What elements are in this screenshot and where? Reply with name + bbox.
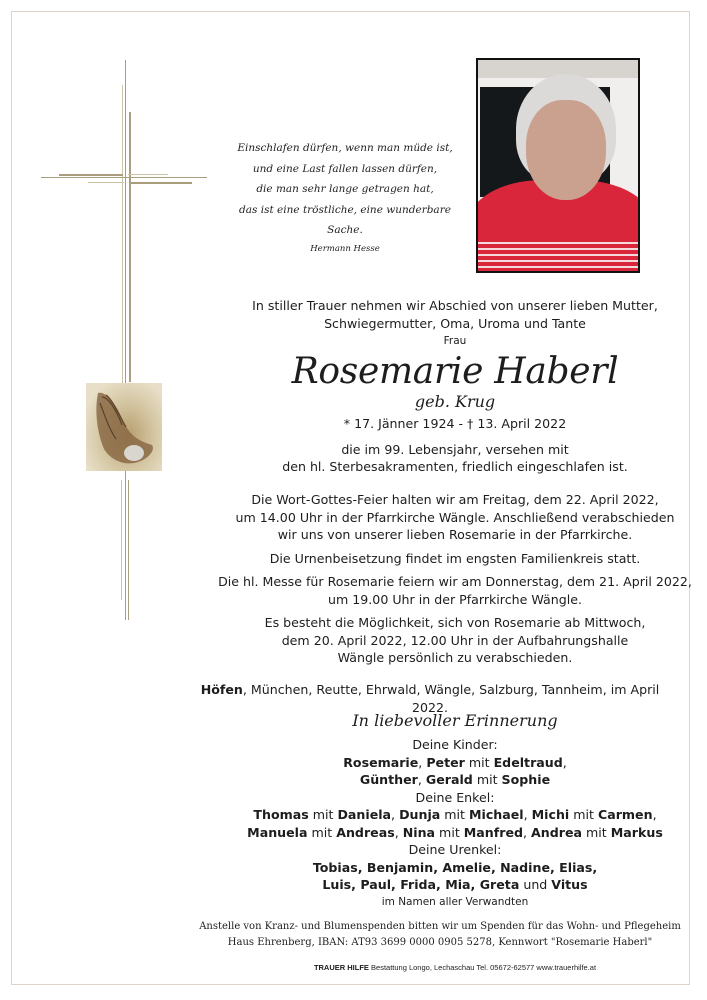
quote-author: Hermann Hesse — [310, 243, 380, 254]
service-paragraph — [210, 614, 700, 667]
mourner-group-label: Deine Urenkel: — [408, 842, 502, 857]
mourner-connector: mit — [582, 824, 611, 840]
cross-horizontal-line — [130, 182, 192, 184]
cross-vertical-line — [122, 85, 123, 385]
mourner-name: Carmen — [597, 807, 653, 822]
service-line: um 19.00 Uhr in der Pfarrkirche Wängle. — [328, 591, 582, 607]
donation-line: Haus Ehrenberg, IBAN: AT93 3699 0000 0905 5278, Kennwort "Rosemarie Haberl" — [227, 937, 653, 948]
imprint-brand: TRAUER HILFE — [313, 963, 369, 972]
service-info — [210, 491, 700, 667]
service-line: Die Urnenbeisetzung findet im engsten Familienkreis statt. — [269, 550, 641, 566]
mourner-name: Andrea — [531, 824, 583, 840]
passing-line: die im 99. Lebensjahr, versehen mit — [341, 441, 569, 457]
mourner-name: Edeltraud — [493, 754, 563, 770]
place-bold: Höfen — [200, 682, 243, 697]
service-line: dem 20. April 2022, 12.00 Uhr in der Aufbahrungshalle — [281, 632, 629, 648]
title-label: Frau — [443, 335, 467, 347]
closing-line: im Namen aller Verwandten — [381, 895, 529, 908]
mourner-connector: mit — [464, 754, 494, 770]
mourner-name: Luis, Paul, Frida, Mia, Greta — [322, 877, 520, 892]
mourner-connector: , — [523, 807, 532, 822]
service-line: Es besteht die Möglichkeit, sich von Rosemarie ab Mittwoch, — [264, 615, 646, 630]
mourner-line — [210, 824, 700, 842]
cross-horizontal-line — [88, 182, 124, 183]
mourner-line — [210, 806, 700, 824]
quote-block — [225, 138, 465, 257]
mourner-line — [210, 754, 700, 772]
cross-horizontal-line — [128, 174, 168, 175]
mourner-connector: mit — [569, 807, 598, 822]
maiden-name: geb. Krug — [414, 392, 496, 411]
life-dates: * 17. Jänner 1924 - † 13. April 2022 — [343, 416, 567, 431]
service-line: Die Wort-Gottes-Feier halten wir am Freitag, dem 22. April 2022, — [251, 492, 659, 507]
service-line: Die hl. Messe für Rosemarie feiern wir am Donnerstag, dem 21. April 2022, — [218, 574, 692, 589]
praying-hands-image — [86, 383, 162, 471]
mourner-connector: und — [519, 877, 552, 892]
mourner-name: Michi — [531, 807, 570, 822]
announcement-block — [210, 297, 700, 476]
quote-line: das ist eine tröstliche, eine wunderbare Sache. — [239, 203, 451, 236]
service-paragraph — [210, 573, 700, 608]
mourner-connector: mit — [307, 824, 337, 840]
mourner-group-label: Deine Kinder: — [412, 737, 498, 752]
donation-note — [190, 919, 690, 951]
mourner-line — [210, 771, 700, 789]
imprint — [210, 963, 700, 973]
passing-line: den hl. Sterbesakramenten, friedlich eingeschlafen ist. — [282, 459, 628, 474]
mourner-name: Thomas — [253, 807, 309, 822]
quote-line: Einschlafen dürfen, wenn man müde ist, — [237, 142, 453, 154]
mourner-line — [210, 859, 700, 877]
mourners-list — [210, 736, 700, 894]
mourner-name: Tobias, Benjamin, Amelie, Nadine, Elias, — [312, 859, 598, 875]
intro-line: In stiller Trauer nehmen wir Abschied von unserer lieben Mutter, — [252, 298, 658, 313]
mourner-name: Sophie — [501, 772, 551, 787]
intro-line: Schwiegermutter, Oma, Uroma und Tante — [324, 315, 586, 331]
mourner-name: Vitus — [551, 877, 588, 892]
mourner-connector: mit — [308, 807, 338, 822]
mourner-connector: mit — [440, 807, 469, 822]
cross-horizontal-line — [59, 174, 123, 176]
mourner-name: Andreas — [336, 824, 395, 840]
cross-horizontal-line — [41, 177, 207, 178]
mourner-name: Dunja — [399, 807, 441, 822]
service-paragraph — [210, 550, 700, 568]
mourner-name: Günther — [359, 772, 418, 787]
quote-line: und eine Last fallen lassen dürfen, — [252, 162, 438, 175]
donation-line: Anstelle von Kranz- und Blumenspenden bitten wir um Spenden für das Wohn- und Pflegeheim — [199, 921, 681, 932]
memory-block — [210, 711, 700, 910]
mourner-name: Daniela — [337, 807, 392, 822]
cross-vertical-line — [121, 480, 122, 600]
mourner-name: Manfred — [463, 824, 524, 840]
service-line: um 14.00 Uhr in der Pfarrkirche Wängle. Anschließend verabschieden — [235, 509, 675, 525]
mourner-connector: , — [394, 824, 403, 840]
imprint-text: Bestattung Longo, Lechaschau Tel. 05672-62577 www.trauerhilfe.at — [368, 963, 597, 972]
mourner-name: Rosemarie — [343, 754, 419, 770]
cross-vertical-line — [129, 112, 131, 382]
cross-vertical-line — [125, 60, 126, 620]
mourner-name: Manuela — [247, 824, 308, 840]
mourner-connector: mit — [435, 824, 464, 840]
mourner-connector: , — [391, 807, 400, 822]
portrait-photo — [476, 58, 640, 273]
mourner-connector: , — [418, 754, 427, 770]
mourner-name: Nina — [402, 824, 436, 840]
mourner-connector: , — [652, 807, 657, 822]
quote-line: die man sehr lange getragen hat, — [256, 183, 434, 195]
mourner-name: Markus — [610, 824, 663, 840]
mourner-connector: , — [417, 772, 426, 787]
deceased-name: Rosemarie Haberl — [291, 351, 619, 392]
service-line: wir uns von unserer lieben Rosemarie in der Pfarrkirche. — [277, 527, 633, 542]
mourner-connector: mit — [472, 772, 502, 787]
mourner-connector: , — [523, 824, 532, 840]
mourner-name: Michael — [468, 807, 524, 822]
memory-heading: In liebevoller Erinnerung — [352, 711, 558, 730]
mourner-name: Gerald — [425, 772, 473, 787]
service-line: Wängle persönlich zu verabschieden. — [337, 650, 573, 665]
mourner-connector: , — [562, 754, 567, 770]
mourner-group-label: Deine Enkel: — [415, 789, 495, 805]
mourner-name: Peter — [426, 754, 465, 770]
service-paragraph — [210, 491, 700, 544]
mourner-line — [210, 876, 700, 894]
cross-vertical-line — [128, 480, 129, 620]
place-rest: , München, Reutte, Ehrwald, Wängle, Salzburg, Tannheim, im April 2022. — [242, 682, 660, 715]
